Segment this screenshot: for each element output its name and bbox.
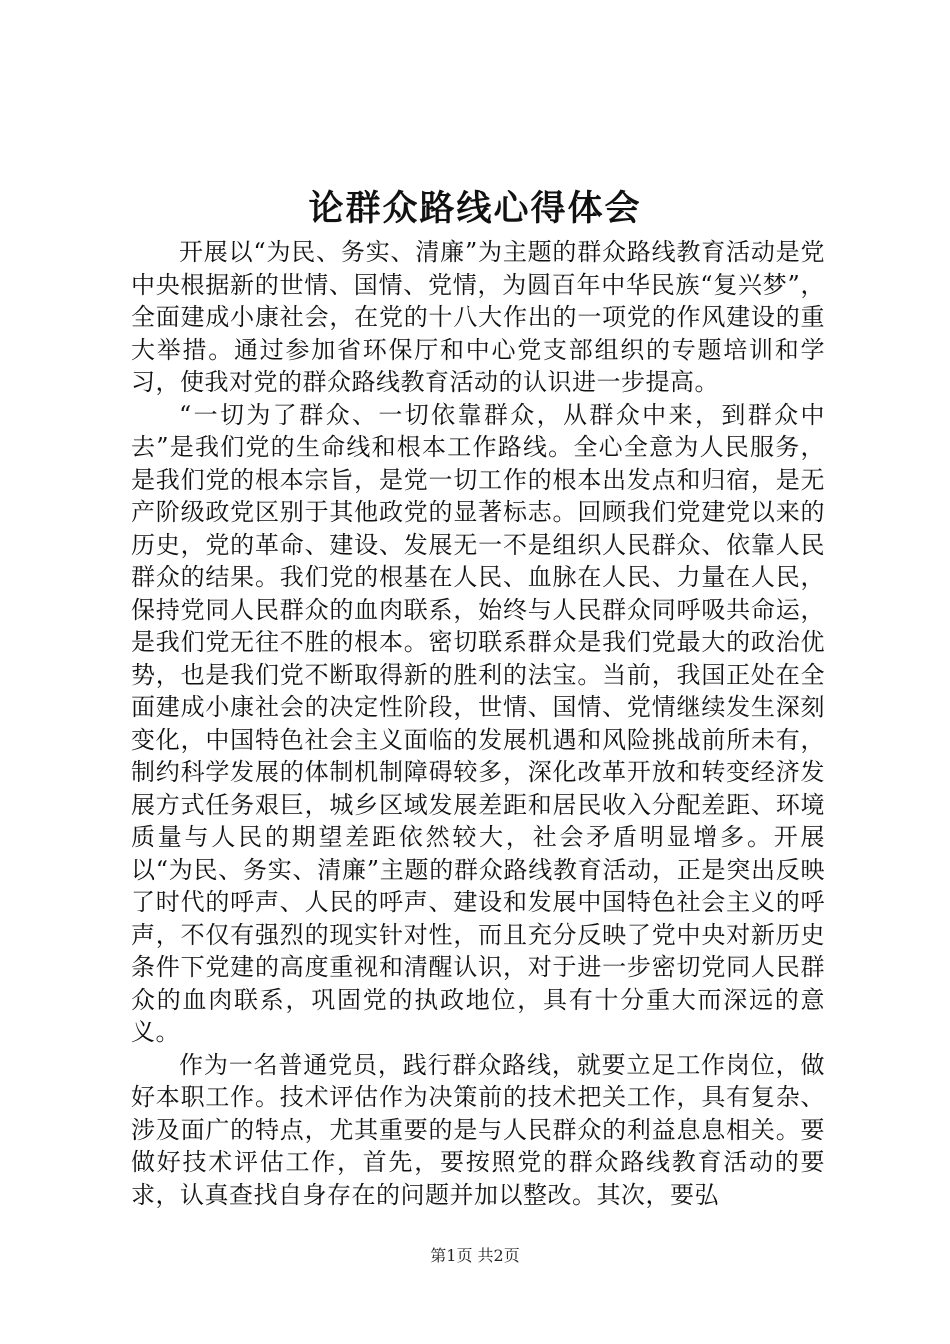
paragraph: “一切为了群众、一切依靠群众，从群众中来，到群众中去”是我们党的生命线和根本工作路线。全心全意为人民服务，是我们党的根本宗旨，是党一切工作的根本出发点和归宿，是无产阶级政党区别于其他政党的显著标志。回顾我们党建党以来的历史，党的革命、建设、发展无一不是组织人民群众、依靠人民群众的结果。我们党的根基在人民、血脉在人民、力量在人民，保持党同人民群众的血肉联系，始终与人民群众同呼吸共命运，是我们党无往不胜的根本。密切联系群众是我们党最大的政治优势，也是我们党不断取得新的胜利的法宝。当前，我国正处在全面建成小康社会的决定性阶段，世情、国情、党情继续发生深刻变化，中国特色社会主义面临的发展机遇和风险挑战前所未有，制约科学发展的体制机制障碍较多，深化改革开放和转变经济发展方式任务艰巨，城乡区域发展差距和居民收入分配差距、环境质量与人民的期望差距依然较大，社会矛盾明显增多。开展以“为民、务实、清廉”主题的群众路线教育活动，正是突出反映了时代的呼声、人民的呼声、建设和发展中国特色社会主义的呼声，不仅有强烈的现实针对性，而且充分反映了党中央对新历史条件下党建的高度重视和清醒认识，对于进一步密切党同人民群众的血肉联系，巩固党的执政地位，具有十分重大而深远的意义。 bbox=[131, 400, 825, 1046]
paragraph: 作为一名普通党员，践行群众路线，就要立足工作岗位，做好本职工作。技术评估作为决策前的技术把关工作，具有复杂、涉及面广的特点，尤其重要的是与人民群众的利益息息相关。要做好技术评估工作，首先，要按照党的群众路线教育活动的要求，认真查找自身存在的问题并加以整改。其次，要弘 bbox=[131, 1050, 825, 1209]
document-title: 论群众路线心得体会 bbox=[308, 188, 642, 229]
page-number-footer: 第1页 共2页 bbox=[430, 1246, 520, 1265]
document-body bbox=[131, 236, 825, 1211]
paragraph: 开展以“为民、务实、清廉”为主题的群众路线教育活动是党中央根据新的世情、国情、党情，为圆百年中华民族“复兴梦”，全面建成小康社会，在党的十八大作出的一项党的作风建设的重大举措。通过参加省环保厅和中心党支部组织的专题培训和学习，使我对党的群众路线教育活动的认识进一步提高。 bbox=[131, 238, 825, 396]
